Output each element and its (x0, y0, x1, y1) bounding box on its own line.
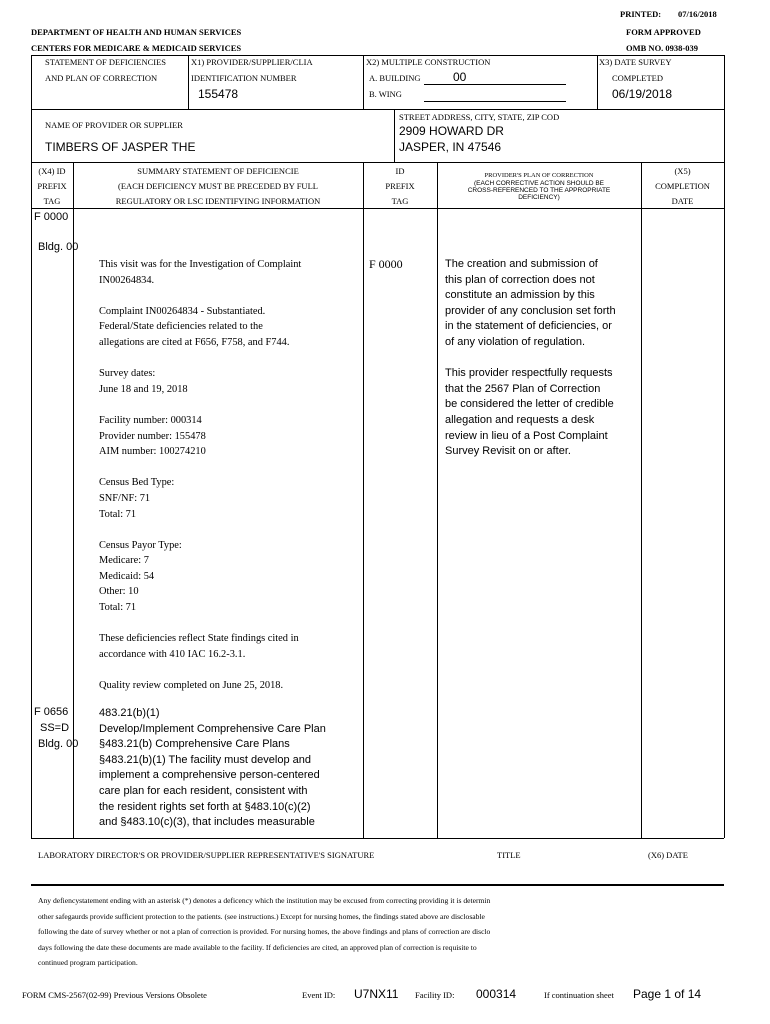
rule (363, 55, 364, 109)
disclaimer (38, 893, 490, 971)
summary-line (99, 616, 301, 632)
summary-header: SUMMARY STATEMENT OF DEFICIENCIE (137, 166, 299, 176)
summary-line: AIM number: 100274210 (99, 446, 206, 458)
plan-line: be considered the letter of credible (445, 398, 614, 411)
statement-label: STATEMENT OF DEFICIENCIES (45, 57, 167, 67)
printed-label: PRINTED: (620, 9, 662, 19)
rule (31, 884, 724, 886)
plan-text (445, 257, 616, 460)
plan-line: review in lieu of a Post Complaint (445, 429, 608, 442)
rule (31, 109, 724, 110)
id-header-2: PREFIX (385, 181, 415, 191)
x5-header-3: DATE (671, 196, 694, 206)
summary-line: These deficiencies reflect State findings cited in (99, 633, 299, 645)
rule (724, 55, 725, 838)
address-line2: JASPER, IN 47546 (399, 140, 502, 154)
rule (31, 208, 724, 209)
scope-severity: SS=D (40, 722, 70, 734)
summary-line: June 18 and 19, 2018 (99, 383, 188, 395)
plan-line: in the statement of deficiencies, or (445, 320, 612, 333)
summary-text (99, 257, 301, 694)
summary-line: SNF/NF: 71 (99, 492, 151, 504)
regulation-line: Develop/Implement Comprehensive Care Plan (99, 722, 326, 735)
summary-header-2: (EACH DEFICIENCY MUST BE PRECEDED BY FULL (118, 181, 318, 191)
summary-line (99, 397, 301, 413)
prefix-tag-2: F 0656 (34, 706, 69, 718)
regulation-line: and §483.10(c)(3), that includes measurable (99, 816, 315, 829)
wing-underline (424, 101, 566, 102)
summary-line: Medicare: 7 (99, 555, 149, 567)
id-header-3: TAG (391, 196, 409, 206)
omb-number: OMB NO. 0938-039 (626, 43, 699, 53)
rule (641, 162, 642, 838)
plan-line: provider of any conclusion set forth (445, 304, 616, 317)
summary-line (99, 460, 301, 476)
plan-line: that the 2567 Plan of Correction (445, 382, 601, 395)
summary-header-3: REGULATORY OR LSC IDENTIFYING INFORMATION (115, 196, 321, 206)
rule (73, 162, 74, 838)
summary-line: Other: 10 (99, 586, 139, 598)
regulation-line: §483.21(b)(1) The facility must develop and (99, 753, 311, 766)
plan-header-4: DEFICIENCY) (518, 194, 560, 201)
x5-header-2: COMPLETION (655, 181, 710, 191)
disclaimer-line: days following the date these documents are made available to the facility. If deficiencies are cited, an approved plan of correction is requisite to (38, 942, 477, 952)
rule (363, 162, 364, 838)
building-label: A. BUILDING (369, 73, 421, 83)
x3-label-2: COMPLETED (612, 73, 663, 83)
id-prefix-tag: F 0000 (369, 257, 403, 271)
summary-line: Quality review completed on June 25, 2018. (99, 680, 284, 692)
disclaimer-line: other safegaurds provide sufficient protection to the patients. (see instructions.) Except for nursing homes, the findings stated above are disclosable (38, 911, 485, 921)
summary-line (99, 288, 301, 304)
x2-label: X2) MULTIPLE CONSTRUCTION (366, 57, 491, 67)
summary-line: Total: 71 (99, 508, 137, 520)
plan-line: The creation and submission of (445, 258, 598, 270)
rule (437, 162, 438, 838)
address-line1: 2909 HOWARD DR (399, 124, 504, 138)
disclaimer-line: continued program participation. (38, 958, 138, 967)
x1-label: X1) PROVIDER/SUPPLIER/CLIA (191, 57, 313, 67)
summary-line: Census Bed Type: (99, 477, 175, 489)
id-header: ID (395, 166, 405, 176)
rule (188, 55, 189, 109)
plan-line: this plan of correction does not (445, 273, 595, 286)
summary-line: Federal/State deficiencies related to the (99, 321, 263, 333)
regulation-line: 483.21(b)(1) (99, 707, 160, 719)
x5-header: (X5) (674, 166, 691, 176)
building-underline (424, 84, 566, 85)
printed-date: 07/16/2018 (678, 9, 717, 19)
summary-line: Medicaid: 54 (99, 570, 155, 582)
facility-id-label: Facility ID: (415, 990, 455, 1000)
building-tag-2: Bldg. 00 (38, 738, 79, 750)
plan-line: of any violation of regulation. (445, 335, 586, 348)
facility-id-value: 000314 (476, 987, 517, 1001)
building-value: 00 (453, 70, 467, 84)
summary-line: IN00264834. (99, 274, 155, 286)
address-label: STREET ADDRESS, CITY, STATE, ZIP COD (399, 112, 560, 122)
plan-header: PROVIDER'S PLAN OF CORRECTION (484, 172, 594, 179)
x3-label: X3) DATE SURVEY (599, 57, 672, 67)
summary-line: allegations are cited at F656, F758, and F744. (99, 336, 290, 348)
rule (597, 55, 598, 109)
summary-line: Census Payor Type: (99, 539, 182, 551)
plan-header-2: (EACH CORRECTIVE ACTION SHOULD BE (473, 180, 605, 187)
director-signature-label: LABORATORY DIRECTOR'S OR PROVIDER/SUPPLIER REPRESENTATIVE'S SIGNATURE (38, 850, 375, 860)
provider-id-value: 155478 (198, 87, 239, 101)
regulation-line: the resident rights set forth at §483.10(c)(2) (99, 800, 311, 813)
rule (31, 55, 724, 56)
summary-line: Facility number: 000314 (99, 414, 202, 426)
rule (394, 109, 395, 162)
summary-line (99, 522, 301, 538)
x4-header-2: PREFIX (37, 181, 67, 191)
survey-date-value: 06/19/2018 (612, 87, 673, 101)
x4-header: (X4) ID (38, 166, 66, 176)
plan-line: constitute an admission by this (445, 289, 595, 302)
plan-line: allegation and requests a desk (445, 413, 595, 426)
event-id-value: U7NX11 (354, 987, 399, 1001)
building-tag-1: Bldg. 00 (38, 241, 79, 253)
form-number: FORM CMS-2567(02-99) Previous Versions Obsolete (22, 990, 207, 1000)
summary-line: This visit was for the Investigation of Complaint (99, 259, 302, 270)
plan-line: Survey Revisit on or after. (445, 445, 571, 458)
summary-line: Provider number: 155478 (99, 430, 206, 442)
rule (31, 838, 724, 839)
form-approved: FORM APPROVED (626, 27, 701, 37)
regulation-line: implement a comprehensive person-centered (99, 769, 320, 782)
event-id-label: Event ID: (302, 990, 336, 1000)
summary-line: Survey dates: (99, 368, 156, 380)
regulation-line: care plan for each resident, consistent with (99, 784, 308, 797)
centers-title: CENTERS FOR MEDICARE & MEDICAID SERVICES (31, 43, 242, 53)
plan-header-3: CROSS-REFERENCED TO THE APPROPRIATE (467, 187, 611, 194)
title-label: TITLE (497, 850, 521, 860)
summary-line: accordance with 410 IAC 16.2-3.1. (99, 648, 246, 660)
x4-header-3: TAG (43, 196, 61, 206)
provider-name-label: NAME OF PROVIDER OR SUPPLIER (45, 120, 183, 130)
date-label: (X6) DATE (648, 850, 688, 860)
summary-line: Complaint IN00264834 - Substantiated. (99, 305, 266, 317)
summary-line (99, 351, 301, 367)
dept-title: DEPARTMENT OF HEALTH AND HUMAN SERVICES (31, 27, 242, 37)
disclaimer-line: Any defiencystatement ending with an asterisk (*) denotes a deficency which the institution may be excused from correcting providing it is determin (38, 896, 491, 905)
x1-label-2: IDENTIFICATION NUMBER (191, 73, 297, 83)
plan-line (445, 351, 616, 367)
summary-line (99, 662, 301, 678)
summary-line: Total: 71 (99, 602, 137, 614)
provider-name-value: TIMBERS OF JASPER THE (45, 140, 196, 154)
plan-line: This provider respectfully requests (445, 367, 613, 380)
page-number: Page 1 of 14 (633, 987, 702, 1001)
regulation-line: §483.21(b) Comprehensive Care Plans (99, 738, 290, 751)
rule (31, 162, 724, 163)
disclaimer-line: following the date of survey whether or not a plan of correction is provided. For nursing homes, the above findings and plans of correction are disclo (38, 927, 491, 936)
wing-label: B. WING (369, 89, 402, 99)
prefix-tag-1: F 0000 (34, 211, 69, 223)
regulation-text (99, 706, 326, 831)
continuation-label: If continuation sheet (544, 990, 614, 1000)
statement-label-2: AND PLAN OF CORRECTION (45, 73, 158, 83)
